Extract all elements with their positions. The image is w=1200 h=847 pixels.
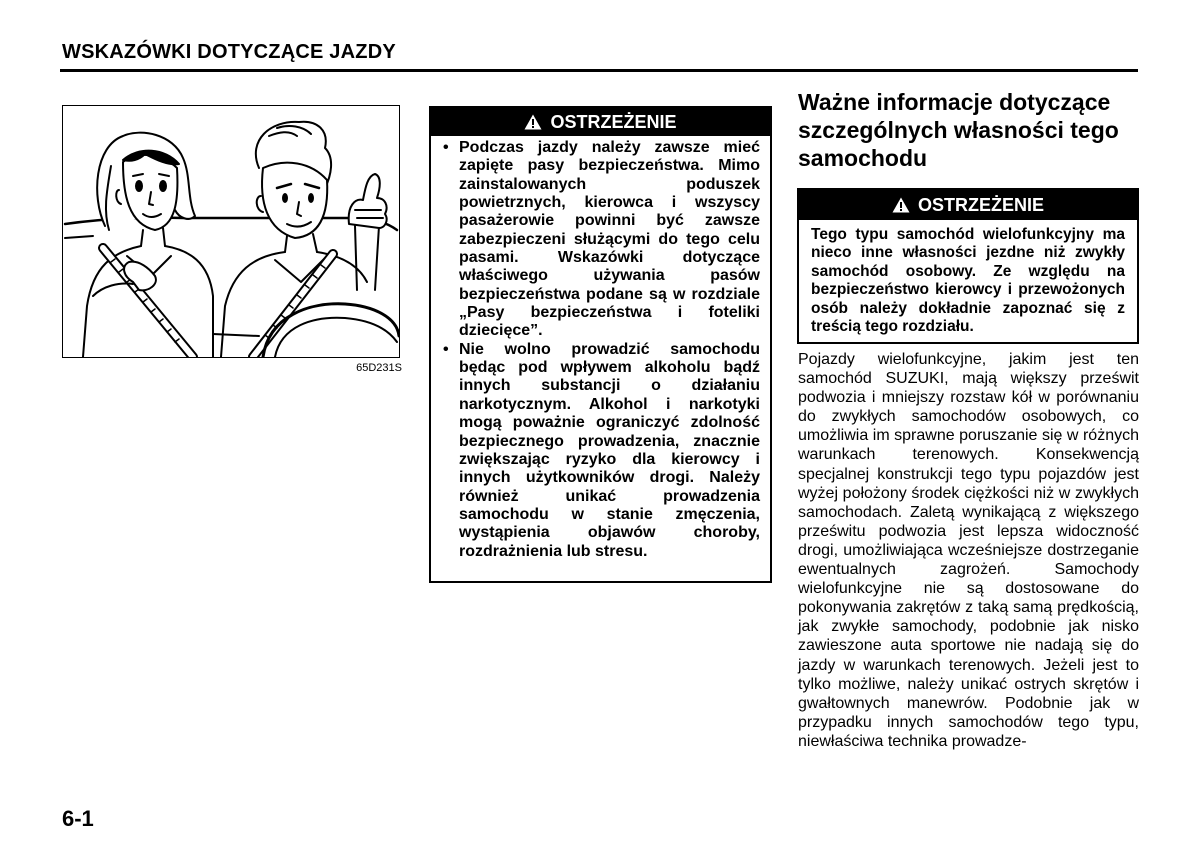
warning-triangle-icon bbox=[892, 197, 910, 213]
warning-list bbox=[431, 136, 770, 561]
page-number: 6-1 bbox=[62, 806, 94, 831]
warning-header bbox=[799, 190, 1137, 220]
warning-heading: OSTRZEŻENIE bbox=[550, 111, 677, 132]
warning-item-text: Nie wolno prowadzić samochodu będąc pod wpływem alkoholu bądź innych substancji o działaniu narkotycznym. Alkohol i narkotyki mogą poważnie ograniczyć zdolność bezpiecznego prowadzenia, znacznie zwiększając ryzyko dla kierowcy i innych użytkowników drogi. Należy również unikać prowadzenia samochodu w stanie zmęczenia, wystąpienia objawów choroby, rozdrażnienia lub stresu. bbox=[459, 340, 760, 560]
seatbelt-illustration bbox=[62, 105, 400, 358]
warning-header bbox=[431, 108, 770, 136]
figure-caption: 65D231S bbox=[356, 362, 402, 374]
seatbelt-drawing bbox=[63, 106, 399, 357]
section-title: Ważne informacje dotyczące szczególnych własności tego samochodu bbox=[798, 89, 1119, 171]
warning-box-right bbox=[797, 188, 1139, 344]
header-rule bbox=[60, 69, 1138, 72]
warning-item-text: Podczas jazdy należy zawsze mieć zapięte pasy bezpieczeństwa. Mimo zainstalowanych poduszek powietrznych, kierowca i wszyscy pasażerowie powinni być zawsze zabezpieczeni służącymi do tego celu pasami. Wskazówki dotyczące właściwego używania pasów bezpieczeństwa podane są w rozdziale „Pasy bezpieczeństwa i foteliki dziecięce”. bbox=[459, 139, 760, 340]
warning-triangle-icon bbox=[524, 114, 542, 130]
warning-list-item: • Nie wolno prowadzić samochodu będąc pod wpływem alkoholu bądź innych substancji o działaniu narkotycznym. Alkohol i narkotyki mogą poważnie ograniczyć zdolność bezpiecznego prowadzenia, znacznie zwiększając ryzyko dla kierowcy i innych użytkowników drogi. Należy również unikać prowadzenia samochodu w stanie zmęczenia, wystąpienia objawów choroby, rozdrażnienia lub stresu. bbox=[443, 340, 760, 560]
warning-heading: OSTRZEŻENIE bbox=[917, 194, 1044, 215]
page-header-title: WSKAZÓWKI DOTYCZĄCE JAZDY bbox=[62, 41, 396, 63]
warning-text: Tego typu samochód wielofunkcyjny ma nieco inne własności jezdne niż zwykły samochód osobowy. Ze względu na bezpieczeństwo kierowcy i przewożonych osób należy dokładnie zapoznać się z treścią tego rozdziału. bbox=[811, 226, 1125, 336]
warning-box-left bbox=[429, 106, 772, 583]
body-paragraph: Pojazdy wielofunkcyjne, jakim jest ten samochód SUZUKI, mają większy prześwit podwozia i mniejszy rozstaw kół w porównaniu do zwykłych samochodów osobowych, co umożliwia im sprawne poruszanie się w różnych warunkach terenowych. Konsekwencją specjalnej konstrukcji tego typu pojazdów jest wyżej położony środek ciężkości niż w zwykłych samochodach. Zaletą wynikającą z większego prześwitu podwozia jest lepsza widoczność drogi, umożliwiająca wcześniejsze dostrzeganie ewentualnych zagrożeń. Samochody wielofunkcyjne nie są dostosowane do pokonywania zakrętów z taką samą prędkością, jak zwykłe samochody, podobnie jak nisko zawieszone auta sportowe nie nadają się do jazdy w warunkach terenowych. Jeżeli jest to tylko możliwe, należy unikać ostrych skrętów i gwałtownych manewrów. Podobnie jak w przypadku innych samochodów tego typu, niewłaściwa technika prowadze- bbox=[798, 351, 1139, 750]
warning-list-item: • Podczas jazdy należy zawsze mieć zapięte pasy bezpieczeństwa. Mimo zainstalowanych poduszek powietrznych, kierowca i wszyscy pasażerowie powinni być zawsze zabezpieczeni służącymi do tego celu pasami. Wskazówki dotyczące właściwego używania pasów bezpieczeństwa podane są w rozdziale „Pasy bezpieczeństwa i foteliki dziecięce”. bbox=[443, 139, 760, 340]
